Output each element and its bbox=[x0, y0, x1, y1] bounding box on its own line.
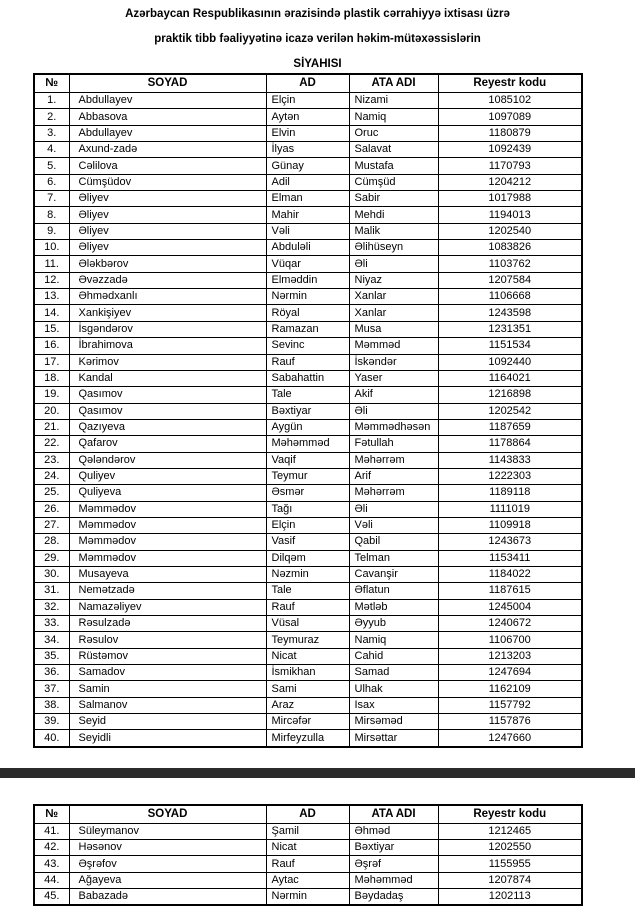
title-line-1: Azərbaycan Respublikasının ərazisində plastik cərrahiyyə ixtisası üzrə bbox=[125, 8, 510, 20]
surname-cell: Samadov bbox=[69, 665, 266, 681]
name-cell: Mircəfər bbox=[266, 714, 349, 730]
table-row bbox=[34, 730, 582, 747]
table-row bbox=[34, 452, 582, 468]
row-number-cell: 5. bbox=[34, 158, 69, 174]
surname-cell: Abdullayev bbox=[69, 93, 266, 109]
table-row bbox=[34, 289, 582, 305]
registry-code-cell: 1111019 bbox=[438, 501, 582, 517]
surname-cell: Namazəliyev bbox=[69, 599, 266, 615]
registry-code-cell: 1085102 bbox=[438, 93, 582, 109]
name-cell: Şamil bbox=[266, 823, 349, 839]
surname-cell: Seyid bbox=[69, 714, 266, 730]
table-row bbox=[34, 872, 582, 888]
table-row bbox=[34, 823, 582, 839]
registry-code-cell: 1213203 bbox=[438, 648, 582, 664]
surname-cell: Məmmədov bbox=[69, 517, 266, 533]
patronymic-cell: Xanlar bbox=[349, 289, 438, 305]
registry-code-cell: 1202113 bbox=[438, 889, 582, 906]
registry-code-cell: 1153411 bbox=[438, 550, 582, 566]
registry-code-cell: 1204212 bbox=[438, 174, 582, 190]
row-number-cell: 30. bbox=[34, 566, 69, 582]
row-number-cell: 36. bbox=[34, 665, 69, 681]
surname-cell: Xankişiyev bbox=[69, 305, 266, 321]
table-row bbox=[34, 681, 582, 697]
surname-cell: Samin bbox=[69, 681, 266, 697]
registry-code-cell: 1143833 bbox=[438, 452, 582, 468]
surname-cell: Quliyev bbox=[69, 468, 266, 484]
row-number-cell: 20. bbox=[34, 403, 69, 419]
registry-code-cell: 1157876 bbox=[438, 714, 582, 730]
table-row bbox=[34, 191, 582, 207]
surname-cell: Əşrəfov bbox=[69, 856, 266, 872]
name-cell: Rauf bbox=[266, 354, 349, 370]
name-cell: Bəxtiyar bbox=[266, 403, 349, 419]
table-row bbox=[34, 517, 582, 533]
row-number-cell: 18. bbox=[34, 370, 69, 386]
patronymic-cell: Isax bbox=[349, 697, 438, 713]
registry-code-cell: 1083826 bbox=[438, 240, 582, 256]
patronymic-cell: Samad bbox=[349, 665, 438, 681]
surname-cell: Əhmədxanlı bbox=[69, 289, 266, 305]
table-row bbox=[34, 550, 582, 566]
name-cell: Mahir bbox=[266, 207, 349, 223]
row-number-cell: 13. bbox=[34, 289, 69, 305]
surname-cell: İsgəndərov bbox=[69, 321, 266, 337]
header-number: № bbox=[34, 805, 69, 824]
surname-cell: İbrahimova bbox=[69, 338, 266, 354]
table-row bbox=[34, 125, 582, 141]
row-number-cell: 32. bbox=[34, 599, 69, 615]
patronymic-cell: Əşrəf bbox=[349, 856, 438, 872]
table-row bbox=[34, 697, 582, 713]
registry-code-cell: 1178864 bbox=[438, 436, 582, 452]
table-row bbox=[34, 174, 582, 190]
patronymic-cell: Məhəmməd bbox=[349, 872, 438, 888]
row-number-cell: 42. bbox=[34, 840, 69, 856]
surname-cell: Kandal bbox=[69, 370, 266, 386]
registry-code-cell: 1162109 bbox=[438, 681, 582, 697]
surname-cell: Ağayeva bbox=[69, 872, 266, 888]
name-cell: Günay bbox=[266, 158, 349, 174]
name-cell: Teymur bbox=[266, 468, 349, 484]
patronymic-cell: Mehdi bbox=[349, 207, 438, 223]
row-number-cell: 35. bbox=[34, 648, 69, 664]
table-header-row bbox=[34, 805, 582, 824]
row-number-cell: 24. bbox=[34, 468, 69, 484]
table-row bbox=[34, 632, 582, 648]
row-number-cell: 45. bbox=[34, 889, 69, 906]
table-row bbox=[34, 501, 582, 517]
patronymic-cell: Məhərrəm bbox=[349, 452, 438, 468]
patronymic-cell: Namiq bbox=[349, 632, 438, 648]
header-name: AD bbox=[266, 74, 349, 93]
registry-code-cell: 1097089 bbox=[438, 109, 582, 125]
roster-table-page-1 bbox=[33, 73, 583, 748]
patronymic-cell: Namiq bbox=[349, 109, 438, 125]
patronymic-cell: Əlihüseyn bbox=[349, 240, 438, 256]
registry-code-cell: 1187615 bbox=[438, 583, 582, 599]
roster-table-page-2 bbox=[33, 804, 583, 906]
table-row bbox=[34, 403, 582, 419]
table-row bbox=[34, 207, 582, 223]
patronymic-cell: Nizami bbox=[349, 93, 438, 109]
registry-code-cell: 1247660 bbox=[438, 730, 582, 747]
table-row bbox=[34, 305, 582, 321]
header-registry-code: Reyestr kodu bbox=[438, 74, 582, 93]
name-cell: Nəzmin bbox=[266, 566, 349, 582]
header-surname: SOYAD bbox=[69, 74, 266, 93]
header-number: № bbox=[34, 74, 69, 93]
patronymic-cell: Məmmədhəsən bbox=[349, 419, 438, 435]
registry-code-cell: 1184022 bbox=[438, 566, 582, 582]
table-row bbox=[34, 566, 582, 582]
registry-code-cell: 1106700 bbox=[438, 632, 582, 648]
name-cell: Elman bbox=[266, 191, 349, 207]
patronymic-cell: Xanlar bbox=[349, 305, 438, 321]
registry-code-cell: 1092439 bbox=[438, 142, 582, 158]
surname-cell: Abbasova bbox=[69, 109, 266, 125]
table-row bbox=[34, 240, 582, 256]
patronymic-cell: Akif bbox=[349, 387, 438, 403]
surname-cell: Quliyeva bbox=[69, 485, 266, 501]
header-patronymic: ATA ADI bbox=[349, 805, 438, 824]
surname-cell: Rüstəmov bbox=[69, 648, 266, 664]
patronymic-cell: Musa bbox=[349, 321, 438, 337]
surname-cell: Əliyev bbox=[69, 223, 266, 239]
registry-code-cell: 1151534 bbox=[438, 338, 582, 354]
surname-cell: Musayeva bbox=[69, 566, 266, 582]
row-number-cell: 4. bbox=[34, 142, 69, 158]
table-row bbox=[34, 714, 582, 730]
patronymic-cell: Əhməd bbox=[349, 823, 438, 839]
row-number-cell: 22. bbox=[34, 436, 69, 452]
surname-cell: Qasımov bbox=[69, 403, 266, 419]
row-number-cell: 26. bbox=[34, 501, 69, 517]
registry-code-cell: 1245004 bbox=[438, 599, 582, 615]
name-cell: Adil bbox=[266, 174, 349, 190]
patronymic-cell: Cahid bbox=[349, 648, 438, 664]
header-name: AD bbox=[266, 805, 349, 824]
surname-cell: Babazadə bbox=[69, 889, 266, 906]
table-header-row bbox=[34, 74, 582, 93]
row-number-cell: 15. bbox=[34, 321, 69, 337]
name-cell: İsmikhan bbox=[266, 665, 349, 681]
row-number-cell: 29. bbox=[34, 550, 69, 566]
registry-code-cell: 1207874 bbox=[438, 872, 582, 888]
table-row bbox=[34, 583, 582, 599]
table-row bbox=[34, 468, 582, 484]
registry-code-cell: 1243598 bbox=[438, 305, 582, 321]
name-cell: Tale bbox=[266, 583, 349, 599]
row-number-cell: 2. bbox=[34, 109, 69, 125]
name-cell: Tale bbox=[266, 387, 349, 403]
row-number-cell: 25. bbox=[34, 485, 69, 501]
table-row bbox=[34, 338, 582, 354]
patronymic-cell: Qabil bbox=[349, 534, 438, 550]
header-surname: SOYAD bbox=[69, 805, 266, 824]
table-row bbox=[34, 665, 582, 681]
surname-cell: Qasımov bbox=[69, 387, 266, 403]
row-number-cell: 39. bbox=[34, 714, 69, 730]
registry-code-cell: 1164021 bbox=[438, 370, 582, 386]
header-registry-code: Reyestr kodu bbox=[438, 805, 582, 824]
table-row bbox=[34, 370, 582, 386]
name-cell: Röyal bbox=[266, 305, 349, 321]
surname-cell: Cəlilova bbox=[69, 158, 266, 174]
table-row bbox=[34, 436, 582, 452]
row-number-cell: 44. bbox=[34, 872, 69, 888]
patronymic-cell: Əli bbox=[349, 501, 438, 517]
surname-cell: Salmanov bbox=[69, 697, 266, 713]
name-cell: Elməddin bbox=[266, 272, 349, 288]
patronymic-cell: Niyaz bbox=[349, 272, 438, 288]
surname-cell: Axund-zadə bbox=[69, 142, 266, 158]
row-number-cell: 41. bbox=[34, 823, 69, 839]
table-row bbox=[34, 93, 582, 109]
name-cell: Abduləli bbox=[266, 240, 349, 256]
name-cell: Tağı bbox=[266, 501, 349, 517]
registry-code-cell: 1207584 bbox=[438, 272, 582, 288]
name-cell: İlyas bbox=[266, 142, 349, 158]
registry-code-cell: 1170793 bbox=[438, 158, 582, 174]
table-row bbox=[34, 158, 582, 174]
table-row bbox=[34, 109, 582, 125]
patronymic-cell: Əflatun bbox=[349, 583, 438, 599]
table-row bbox=[34, 485, 582, 501]
registry-code-cell: 1180879 bbox=[438, 125, 582, 141]
patronymic-cell: Əli bbox=[349, 403, 438, 419]
table-row bbox=[34, 840, 582, 856]
registry-code-cell: 1103762 bbox=[438, 256, 582, 272]
surname-cell: Əliyev bbox=[69, 207, 266, 223]
surname-cell: Cümşüdov bbox=[69, 174, 266, 190]
row-number-cell: 1. bbox=[34, 93, 69, 109]
registry-code-cell: 1202550 bbox=[438, 840, 582, 856]
name-cell: Dilqəm bbox=[266, 550, 349, 566]
registry-code-cell: 1202540 bbox=[438, 223, 582, 239]
surname-cell: Qələndərov bbox=[69, 452, 266, 468]
table-row bbox=[34, 142, 582, 158]
table-row bbox=[34, 648, 582, 664]
row-number-cell: 34. bbox=[34, 632, 69, 648]
registry-code-cell: 1092440 bbox=[438, 354, 582, 370]
patronymic-cell: Bəydadaş bbox=[349, 889, 438, 906]
row-number-cell: 10. bbox=[34, 240, 69, 256]
patronymic-cell: İskəndər bbox=[349, 354, 438, 370]
row-number-cell: 8. bbox=[34, 207, 69, 223]
table-row bbox=[34, 272, 582, 288]
name-cell: Vaqif bbox=[266, 452, 349, 468]
title-line-2: praktik tibb fəaliyyətinə icazə verilən həkim-mütəxəssislərin bbox=[154, 33, 481, 45]
name-cell: Mirfeyzulla bbox=[266, 730, 349, 747]
surname-cell: Əvəzzadə bbox=[69, 272, 266, 288]
row-number-cell: 40. bbox=[34, 730, 69, 747]
name-cell: Nərmin bbox=[266, 889, 349, 906]
registry-code-cell: 1187659 bbox=[438, 419, 582, 435]
registry-code-cell: 1216898 bbox=[438, 387, 582, 403]
patronymic-cell: Malik bbox=[349, 223, 438, 239]
row-number-cell: 27. bbox=[34, 517, 69, 533]
surname-cell: Məmmədov bbox=[69, 501, 266, 517]
patronymic-cell: Vəli bbox=[349, 517, 438, 533]
surname-cell: Həsənov bbox=[69, 840, 266, 856]
name-cell: Nicat bbox=[266, 840, 349, 856]
registry-code-cell: 1194013 bbox=[438, 207, 582, 223]
surname-cell: Kərimov bbox=[69, 354, 266, 370]
name-cell: Vasif bbox=[266, 534, 349, 550]
patronymic-cell: Mirsəməd bbox=[349, 714, 438, 730]
surname-cell: Rəsulzadə bbox=[69, 616, 266, 632]
header-patronymic: ATA ADI bbox=[349, 74, 438, 93]
name-cell: Nicat bbox=[266, 648, 349, 664]
row-number-cell: 6. bbox=[34, 174, 69, 190]
registry-code-cell: 1109918 bbox=[438, 517, 582, 533]
row-number-cell: 38. bbox=[34, 697, 69, 713]
registry-code-cell: 1017988 bbox=[438, 191, 582, 207]
patronymic-cell: Mirsəttar bbox=[349, 730, 438, 747]
registry-code-cell: 1157792 bbox=[438, 697, 582, 713]
patronymic-cell: Telman bbox=[349, 550, 438, 566]
name-cell: Sabahattin bbox=[266, 370, 349, 386]
patronymic-cell: Əyyub bbox=[349, 616, 438, 632]
row-number-cell: 3. bbox=[34, 125, 69, 141]
name-cell: Elçin bbox=[266, 517, 349, 533]
row-number-cell: 43. bbox=[34, 856, 69, 872]
registry-code-cell: 1240672 bbox=[438, 616, 582, 632]
surname-cell: Qazıyeva bbox=[69, 419, 266, 435]
surname-cell: Məmmədov bbox=[69, 550, 266, 566]
surname-cell: Məmmədov bbox=[69, 534, 266, 550]
name-cell: Rauf bbox=[266, 599, 349, 615]
name-cell: Ramazan bbox=[266, 321, 349, 337]
table-row bbox=[34, 354, 582, 370]
page-separator-bar bbox=[0, 768, 635, 778]
registry-code-cell: 1189118 bbox=[438, 485, 582, 501]
surname-cell: Rəsulov bbox=[69, 632, 266, 648]
name-cell: Vəli bbox=[266, 223, 349, 239]
row-number-cell: 7. bbox=[34, 191, 69, 207]
surname-cell: Seyidli bbox=[69, 730, 266, 747]
registry-code-cell: 1243673 bbox=[438, 534, 582, 550]
patronymic-cell: Sabir bbox=[349, 191, 438, 207]
name-cell: Aytac bbox=[266, 872, 349, 888]
patronymic-cell: Cümşüd bbox=[349, 174, 438, 190]
name-cell: Vüsal bbox=[266, 616, 349, 632]
row-number-cell: 17. bbox=[34, 354, 69, 370]
document-title bbox=[0, 0, 635, 71]
patronymic-cell: Mətləb bbox=[349, 599, 438, 615]
registry-code-cell: 1155955 bbox=[438, 856, 582, 872]
name-cell: Məhəmməd bbox=[266, 436, 349, 452]
patronymic-cell: Cavanşir bbox=[349, 566, 438, 582]
patronymic-cell: Oruc bbox=[349, 125, 438, 141]
table-row bbox=[34, 534, 582, 550]
table-row bbox=[34, 387, 582, 403]
name-cell: Sevinc bbox=[266, 338, 349, 354]
name-cell: Aygün bbox=[266, 419, 349, 435]
table-row bbox=[34, 256, 582, 272]
patronymic-cell: Mustafa bbox=[349, 158, 438, 174]
table-row bbox=[34, 889, 582, 906]
table-row bbox=[34, 321, 582, 337]
name-cell: Nərmin bbox=[266, 289, 349, 305]
name-cell: Araz bbox=[266, 697, 349, 713]
row-number-cell: 11. bbox=[34, 256, 69, 272]
registry-code-cell: 1247694 bbox=[438, 665, 582, 681]
patronymic-cell: Əli bbox=[349, 256, 438, 272]
patronymic-cell: Salavat bbox=[349, 142, 438, 158]
registry-code-cell: 1222303 bbox=[438, 468, 582, 484]
row-number-cell: 21. bbox=[34, 419, 69, 435]
table-row bbox=[34, 616, 582, 632]
row-number-cell: 12. bbox=[34, 272, 69, 288]
row-number-cell: 23. bbox=[34, 452, 69, 468]
patronymic-cell: Arif bbox=[349, 468, 438, 484]
name-cell: Əsmər bbox=[266, 485, 349, 501]
surname-cell: Süleymanov bbox=[69, 823, 266, 839]
patronymic-cell: Fətullah bbox=[349, 436, 438, 452]
name-cell: Rauf bbox=[266, 856, 349, 872]
row-number-cell: 28. bbox=[34, 534, 69, 550]
patronymic-cell: Ulhak bbox=[349, 681, 438, 697]
surname-cell: Qafarov bbox=[69, 436, 266, 452]
surname-cell: Abdullayev bbox=[69, 125, 266, 141]
row-number-cell: 19. bbox=[34, 387, 69, 403]
row-number-cell: 9. bbox=[34, 223, 69, 239]
table-row bbox=[34, 856, 582, 872]
name-cell: Teymuraz bbox=[266, 632, 349, 648]
name-cell: Aytən bbox=[266, 109, 349, 125]
title-line-3: SİYAHISI bbox=[293, 58, 342, 70]
table-row bbox=[34, 599, 582, 615]
name-cell: Elvin bbox=[266, 125, 349, 141]
name-cell: Sami bbox=[266, 681, 349, 697]
patronymic-cell: Məmməd bbox=[349, 338, 438, 354]
surname-cell: Əliyev bbox=[69, 240, 266, 256]
row-number-cell: 37. bbox=[34, 681, 69, 697]
registry-code-cell: 1212465 bbox=[438, 823, 582, 839]
row-number-cell: 16. bbox=[34, 338, 69, 354]
surname-cell: Ələkbərov bbox=[69, 256, 266, 272]
row-number-cell: 14. bbox=[34, 305, 69, 321]
name-cell: Elçin bbox=[266, 93, 349, 109]
name-cell: Vüqar bbox=[266, 256, 349, 272]
surname-cell: Əliyev bbox=[69, 191, 266, 207]
registry-code-cell: 1202542 bbox=[438, 403, 582, 419]
patronymic-cell: Bəxtiyar bbox=[349, 840, 438, 856]
registry-code-cell: 1231351 bbox=[438, 321, 582, 337]
patronymic-cell: Məhərrəm bbox=[349, 485, 438, 501]
table-row bbox=[34, 223, 582, 239]
row-number-cell: 33. bbox=[34, 616, 69, 632]
table-row bbox=[34, 419, 582, 435]
patronymic-cell: Yaser bbox=[349, 370, 438, 386]
surname-cell: Nemətzadə bbox=[69, 583, 266, 599]
row-number-cell: 31. bbox=[34, 583, 69, 599]
registry-code-cell: 1106668 bbox=[438, 289, 582, 305]
